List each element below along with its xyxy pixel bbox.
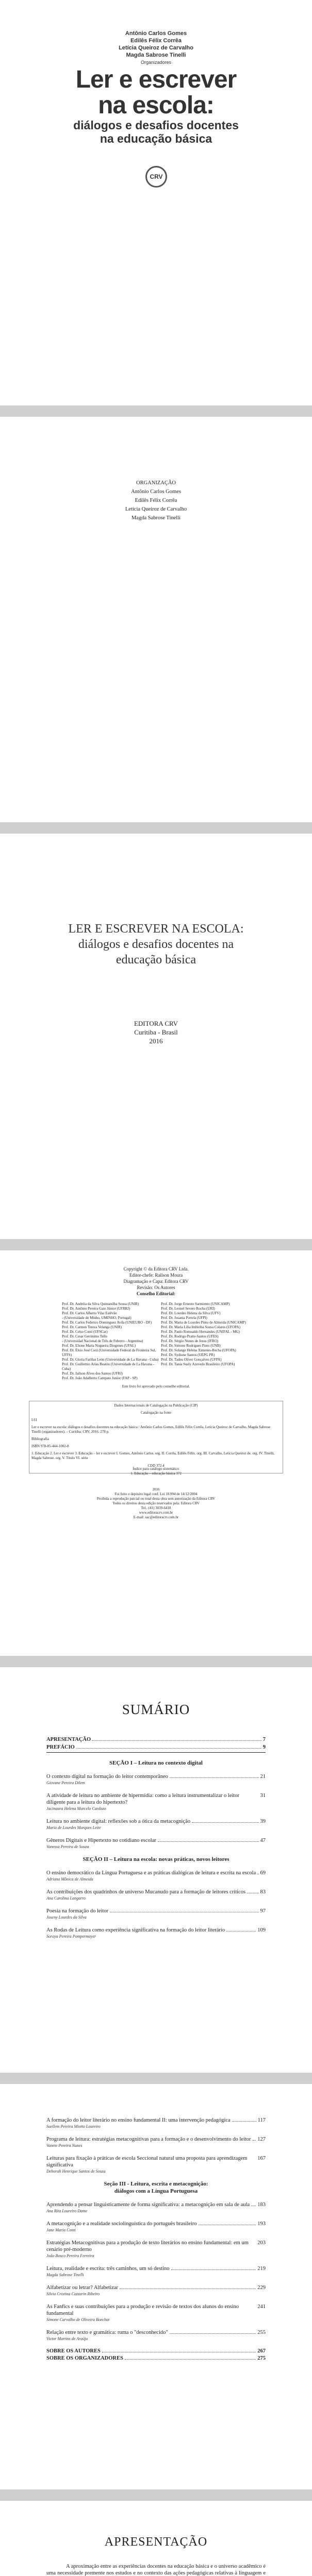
toc-title: A atividade de leitura no ambiente de hipermídia: como a leitura instrumentalizar o leitor diligente para a leitura do hipertexto?: [46, 1793, 240, 1805]
board-member: Prof. Dr. Andréia da Silva Quintanilha Sousa (UNIR): [62, 1302, 139, 1306]
toc-author: Vanessa Pereira de Souza: [46, 1844, 89, 1849]
section-heading: SEÇÃO I – Leitura no contexto digital: [109, 1760, 203, 1766]
board-member: Prof. Dr. Solange Helena Ximenes-Rocha (UFOPA): [161, 1348, 236, 1352]
toc-entry[interactable]: [46, 1908, 266, 1920]
toc-title: A metacognição e a realidade sociolinguística do português brasileiro: [46, 2221, 197, 2227]
publisher-logo-text: CRV: [150, 173, 163, 180]
board-member: Prof. Dr. Antônio Pereira Gaio Júnior (UFRRJ): [62, 1307, 130, 1311]
toc-author: Joseny Lourdes da Silva: [46, 1915, 87, 1920]
board-column-left: [62, 1302, 159, 1381]
toc-page: 275: [257, 2355, 266, 2361]
toc-page: 39: [260, 1819, 266, 1824]
cat-code: L61: [31, 1418, 38, 1422]
toc-page: 47: [260, 1838, 266, 1843]
toc-entry[interactable]: [46, 2117, 266, 2129]
toc-page: 267: [257, 2348, 266, 2354]
title-line1: LER E ESCREVER NA ESCOLA:: [68, 922, 244, 936]
toc-front-row[interactable]: [46, 1744, 266, 1750]
credits-page: [0, 417, 312, 822]
toc-page: 183: [257, 2202, 266, 2208]
toc-author: Ana Rita Loureiro Dame: [46, 2209, 88, 2213]
cip-line2: Catalogação na fonte: [140, 1411, 172, 1415]
organizer-name: Edilês Félix Corrêa: [135, 498, 177, 503]
toc-entry[interactable]: [46, 2284, 266, 2297]
cover-title-line2: na escola:: [98, 92, 214, 119]
board-member: Prof. Dr. Carlos Federico Dominguez Avila (UNIEURO - DF): [62, 1320, 152, 1325]
toc-entry[interactable]: [46, 1792, 266, 1811]
toc-title: SOBRE OS AUTORES: [46, 2348, 101, 2354]
toc-title: A formação do leitor literário no ensino fundamental II: uma intervenção pedagógica: [46, 2117, 231, 2123]
cover-organizers-label: Organizadores: [140, 60, 172, 65]
toc-page: 97: [260, 1908, 266, 1914]
cat-cdd: CDD 372.4: [147, 1464, 165, 1468]
toc-front-row[interactable]: [46, 1737, 266, 1742]
cover-author: Antônio Carlos Gomes: [125, 30, 187, 37]
toc-entry[interactable]: [46, 1889, 266, 1901]
cat-bibliography: Bibliografia: [31, 1437, 49, 1441]
cover-subtitle-line1: diálogos e desafios docentes: [73, 118, 239, 132]
toc-author: Giovane Pereira Dilem: [46, 1781, 85, 1785]
toc-title: Leitura, realidade e escrita: três caminhos, um só destino: [46, 2266, 170, 2272]
copyright-header: [0, 1266, 312, 1297]
toc-block-1: [46, 1737, 266, 1946]
divider: [46, 1752, 266, 1753]
toc-page: 167: [257, 2156, 266, 2161]
toc-title: O ensino democrático da Língua Portuguesa e as práticas dialógicas de leitura e escrita na escola: [46, 1870, 256, 1876]
cover-authors: [0, 30, 312, 66]
editorial-board: [62, 1302, 258, 1381]
section1-list: [46, 1773, 266, 1850]
toc-entry[interactable]: [46, 2136, 266, 2148]
presentation-body: [46, 2564, 266, 2576]
review-line: Revisão: Os Autores: [137, 1285, 175, 1290]
board-member: - (Universidad Nacional de Três de Febrero - Argentina): [62, 1339, 143, 1343]
board-member: Prof. Dr. Jailson Alves dos Santos (UFRJ): [62, 1371, 123, 1376]
board-member: Prof. Dr. Tania Suely Azevedo Brasileiro (UFOPA): [161, 1362, 235, 1366]
cip-line1: Dados Internacionais de Catalogação na Publicação (CIP): [114, 1403, 198, 1408]
summary-heading: SUMÁRIO: [122, 1702, 190, 1717]
toc-author: Jane Maria Conti: [46, 2228, 76, 2232]
toc-title: SOBRE OS ORGANIZADORES: [46, 2355, 123, 2361]
catalog-record: [29, 1401, 283, 1473]
toc-author: Simone Carvalho de Oliveira Boechat: [46, 2317, 110, 2322]
toc-page: 229: [257, 2285, 266, 2291]
toc-entry[interactable]: [46, 1870, 266, 1882]
section2-list: [46, 1870, 266, 1939]
toc-title: Leitura no ambiente digital: reflexões sob a ótica da metacognição: [46, 1819, 191, 1824]
toc-entry[interactable]: [46, 2155, 266, 2174]
board-member: Prof. Dr. Rodrigo Pratte-Santos (UFES): [161, 1334, 219, 1338]
section-heading: Seção III - Leitura, escrita e metacognição:: [104, 2181, 208, 2187]
cover-page: [0, 0, 312, 405]
board-member: Prof. Dr. Jorge Ernesto Sarmiento (UNICAMP): [161, 1302, 230, 1306]
toc-title: Leituras para fixação à práticas de escola Seccional natural uma proposta para aprendizagem significativa: [46, 2156, 248, 2168]
board-member: Prof. Dr. Elione Maria Nogueira Diogenes (UFAL): [62, 1344, 136, 1348]
board-member: Prof. Dr. Celso Conti (UFSCar): [62, 1330, 108, 1334]
toc-entry[interactable]: [46, 1773, 266, 1786]
title-page-heading: [0, 921, 312, 968]
toc-entry[interactable]: [46, 2201, 266, 2214]
organizer-name: Antônio Carlos Gomes: [131, 489, 181, 495]
summary-page-2: [0, 2084, 312, 2489]
legal-phone: Tel.: (41) 3039-6418: [141, 1506, 171, 1510]
title-line3: educação básica: [116, 953, 196, 967]
toc-page: 193: [257, 2221, 266, 2227]
toc-page: 255: [257, 2330, 266, 2335]
board-column-right: [161, 1302, 258, 1381]
section-heading: SEÇÃO II – Leitura na escola: novas práticas, novos leitores: [83, 1856, 229, 1862]
summary-page-1: [0, 1667, 312, 2073]
toc-entry[interactable]: [46, 2240, 266, 2259]
publisher-logo: [145, 166, 167, 188]
title-line2: diálogos e desafios docentes na: [78, 938, 234, 951]
toc-title: Alfabetizar ou letrar? Alfabetizar: [46, 2285, 119, 2291]
board-member: Prof. Dr. Lourdes Helena da Silva (UFV): [161, 1311, 221, 1315]
toc-author: Victor Martins de Araújo: [46, 2336, 88, 2341]
legal-website[interactable]: www.editoracrv.com.br: [139, 1511, 173, 1515]
title-page: [0, 834, 312, 1239]
toc-title: O contexto digital na formação do leitor contemporâneo: [46, 1774, 168, 1780]
toc-title: As contribuições dos quadrinhos de universo Mucanudo para a formação de leitores críticos: [46, 1889, 246, 1895]
layout-line: Diagramação e Capa: Editora CRV: [123, 1279, 189, 1284]
toc-entry[interactable]: [46, 1818, 266, 1831]
toc-author: Maria de Lourdes Marques Leite: [46, 1825, 101, 1830]
cat-isbn: ISBN 978-85-444-1002-8: [31, 1444, 69, 1448]
toc-author: Jacinaura Helena Marcelo Cardozo: [46, 1806, 106, 1811]
toc-author: Suellem Pereira Miotto Loureiro: [46, 2124, 101, 2129]
board-member: Prof. Dr. Cesar Gerónimo Tello: [62, 1334, 108, 1338]
toc-author: Adriana Mônica de Almeida: [46, 1877, 93, 1882]
copyright-page: [0, 1250, 312, 1656]
cover-subtitle-line2: na educação básica: [100, 132, 212, 145]
cover-title-line1: Ler e escrever: [75, 66, 237, 93]
board-member: Prof. Dr. Maria Lília Imbiriba Sousa Colares (UFOPA): [161, 1325, 240, 1329]
board-member: Prof. Dr. Gloria Fariñas León (Universidade de La Havana - Cuba): [62, 1358, 159, 1362]
toc-title: APRESENTAÇÃO: [46, 1737, 91, 1742]
publisher-name: EDITORA CRV: [134, 1020, 178, 1027]
cover-title: [0, 67, 312, 145]
legal-rights: Todos os direitos desta edição reservados pela: Editora CRV: [112, 1501, 200, 1505]
legal-email[interactable]: E-mail: sac@editoracrv.com.br: [133, 1515, 179, 1519]
board-member: - (Universidade do Minho, UMINHO, Portugal): [62, 1316, 132, 1320]
toc-author: Silvia Cristina Cozzarin Ribeiro: [46, 2292, 100, 2296]
toc-entry[interactable]: [46, 1927, 266, 1939]
toc-title: Relação entre texto e gramática: ruma o "desconhecido": [46, 2330, 168, 2335]
toc-page: 109: [257, 1927, 266, 1933]
board-member: Prof. Dr. Paulo Romualdo Hernandes (UNIFAL - MG): [161, 1330, 240, 1334]
board-member: Prof. Dr. Élsio José Corá (Universidade Federal da Fronteira Sul, UFFS): [62, 1348, 156, 1357]
toc-entry[interactable]: [46, 2329, 266, 2342]
board-member: Prof. Dr. Josania Portela (UFPI): [161, 1316, 207, 1320]
toc-page: 21: [260, 1774, 266, 1780]
board-member: Prof. Dr. Leonel Severo Rocha (URI): [161, 1307, 215, 1311]
toc-author: Ana Carolina Langarro: [46, 1896, 86, 1901]
cover-author: Magda Sabrose Tinelli: [126, 52, 186, 58]
toc-title: As Rodas de Leitura como experiência significativa na formação do leitor literário: [46, 1927, 225, 1933]
legal-prohibition: Proibida a reprodução parcial ou total desta obra sem autorização da Editora CRV: [96, 1497, 216, 1501]
toc-page: 9: [262, 1744, 266, 1750]
board-member: Prof. Dr. Sérgio Nunes de Jesus (IFRO): [161, 1339, 219, 1343]
presentation-paragraph: A aproximação entre as experiências docentes na educação básica e o universo acadêmico é uma necessidade premente nos estudos e no contexto das ações pedagógicas relativas à linguagem e: [46, 2564, 266, 2576]
toc-back-row[interactable]: [46, 2348, 266, 2354]
toc-title: Gêneros Digitais e Hipertexto no cotidiano escolar: [46, 1838, 156, 1843]
presentation-page: [0, 2501, 312, 2576]
editor-line: Editor-chefe: Railson Moura: [129, 1273, 183, 1278]
toc-page: 127: [257, 2137, 266, 2142]
copyright-line: Copyright © da Editora CRV Ltda.: [123, 1266, 189, 1272]
index-block: [0, 1467, 312, 1476]
board-member: Prof. Dr. Simone Rodrigues Pinto (UNB): [161, 1344, 221, 1348]
toc-entry[interactable]: [46, 2221, 266, 2233]
toc-author: Vanete Pereira Nunes: [46, 2143, 83, 2148]
toc-author: João Bosco Pereira Ferreira: [46, 2253, 94, 2258]
toc-author: Deborah Henrique Santos de Souza: [46, 2169, 106, 2174]
toc-entry[interactable]: [46, 1837, 266, 1850]
continued-list: [46, 2117, 266, 2174]
board-member: Prof. Dr. João Adalberto Campato Junior (FAP - SP): [62, 1376, 138, 1380]
toc-page: 83: [260, 1889, 266, 1895]
organization-label: ORGANIZAÇÃO: [136, 480, 176, 486]
cover-author: Letícia Queiroz de Carvalho: [119, 45, 193, 51]
credits-block: [0, 479, 312, 522]
title-page-publisher: [0, 1019, 312, 1045]
organizer-name: Letícia Queiroz de Carvalho: [125, 506, 187, 512]
toc-block-2: [46, 2117, 266, 2361]
toc-page: 31: [260, 1793, 266, 1799]
legal-footer: [0, 1487, 312, 1520]
organizer-name: Magda Sabrose Tinelli: [131, 515, 181, 521]
publication-year: 2016: [149, 1037, 163, 1045]
section3-list: [46, 2201, 266, 2342]
toc-title: PREFÁCIO: [46, 1744, 75, 1750]
toc-page: 241: [257, 2304, 266, 2310]
index-line: 1. Educação – educação básica 372: [130, 1471, 182, 1476]
toc-page: 7: [262, 1737, 266, 1742]
toc-title: As Fanfics e suas contribuições para a produção e revisão de textos dos alunos do ensino fundamental: [46, 2304, 239, 2316]
toc-title: Aprendendo a pensar linguisticamente de forma significativa: a metacognição em sala de aula: [46, 2202, 250, 2208]
index-label: Índice para catálogo sistemático: [133, 1467, 179, 1471]
toc-title: Poesia na formação do leitor: [46, 1908, 109, 1914]
board-member: Prof. Dr. Maria de Lourdes Pinto de Almeida (UNICAMP): [161, 1320, 246, 1325]
toc-author: Soraya Pereira Pompermayer: [46, 1934, 96, 1939]
legal-year: 2016: [152, 1487, 160, 1492]
toc-back-row[interactable]: [46, 2355, 266, 2361]
toc-entry[interactable]: [46, 2303, 266, 2323]
legal-deposit: Foi feito o depósito legal conf. Lei 10.994 de 14/12/2004: [114, 1492, 198, 1496]
board-member: Prof. Dr. Carmen Tereza Velanga (UNIR): [62, 1325, 122, 1329]
board-label: Conselho Editorial:: [136, 1291, 176, 1296]
toc-title: Estratégias Metacognitivas para a produção de texto literários no ensino fundamental: em um cenário pré-moderno: [46, 2240, 249, 2252]
board-member: Prof. Dr. Sydione Santos (UEPG PR): [161, 1353, 215, 1357]
peer-review-note: Este livro foi aprovado pelo conselho editorial.: [122, 1384, 190, 1388]
toc-page: 117: [257, 2117, 266, 2123]
publisher-city: Curitiba - Brasil: [134, 1028, 178, 1036]
section-heading-sub: diálogos com a Língua Portuguesa: [114, 2188, 198, 2194]
toc-entry[interactable]: [46, 2265, 266, 2278]
cat-subjects: 1. Educação 2. Ler e escrever 3. Educação – ler e escrever I. Gomes, Antônio Carlos. org. II. Corrêa, Edilês Félix. org. III. Carvalho, Letícia Queiroz de. org. IV. Tinelli, Magda Sabrose. org. V. Título VI. série: [31, 1451, 275, 1460]
board-member: Prof. Dr. Carlos Alberto Vilar Estêvão: [62, 1311, 117, 1315]
toc-page: 219: [257, 2266, 266, 2272]
toc-page: 203: [257, 2240, 266, 2246]
toc-author: Magda Sabrose Tinelli: [46, 2273, 84, 2277]
presentation-heading: APRESENTAÇÃO: [104, 2535, 208, 2549]
board-member: Prof. Dr. Guillermo Arias Beatón (Universidade de La Havana - Cuba): [62, 1362, 155, 1371]
toc-page: 69: [260, 1870, 266, 1876]
toc-title: Programa de leitura: estratégias metacognitivas para a formação e o desenvolvimento do leitor: [46, 2137, 251, 2142]
cat-entry: Ler e escrever na escola: diálogos e desafios docentes na educação básica / Antônio Carlos Gomes, Edilês Félix Corrêa, Letícia Queiroz de Carvalho, Magda Sabrose Tinelli (organizadores). – Curitiba: CRV, 2016. 278 p.: [31, 1425, 271, 1434]
board-member: Prof. Dr. Tadeu Oliver Gonçalves (UFPA): [161, 1358, 222, 1362]
cover-author: Edilês Félix Corrêa: [130, 38, 182, 44]
